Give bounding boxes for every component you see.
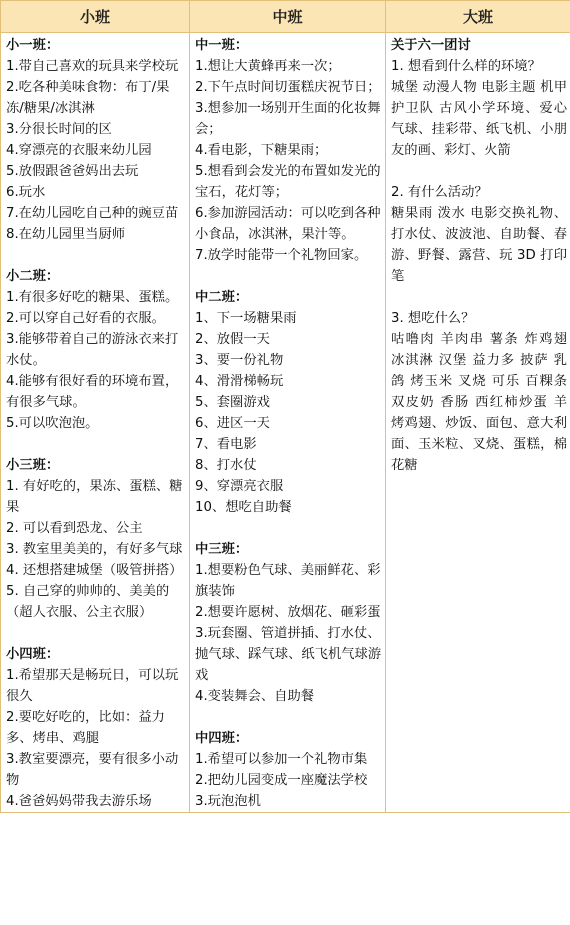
da-answer: 咕噜肉 羊肉串 薯条 炸鸡翅 冰淇淋 汉堡 益力多 披萨 乳鸽 烤玉米 叉烧 可乐 百粿条 双皮奶 香肠 西红柿炒蛋 羊 烤鸡翅、炒饭、面包、意大利面、玉米粒、叉烧、蛋糕，棉花糖 (391, 332, 567, 473)
xiao-section-3 (6, 455, 186, 623)
list-item: 4.能够有很好看的环境布置，有很多气球。 (6, 374, 179, 410)
header-xiao: 小班 (1, 1, 190, 33)
list-item: 5.想看到会发光的布置如发光的宝石，花灯等； (195, 164, 381, 200)
list-item: 4.爸爸妈妈带我去游乐场 (6, 794, 152, 809)
header-row (1, 1, 570, 33)
xiao-section-2 (6, 266, 186, 434)
list-item: 4.变装舞会、自助餐 (195, 689, 315, 704)
list-item: 1.有很多好吃的糖果、蛋糕。 (6, 290, 179, 305)
list-item: 3.想参加一场别开生面的化妆舞会； (195, 101, 381, 137)
da-question-block (391, 308, 567, 476)
list-item: 1.希望那天是畅玩日，可以玩很久 (6, 668, 179, 704)
list-item: 1.带自己喜欢的玩具来学校玩 (6, 59, 179, 74)
list-item: 8、打水仗 (195, 458, 257, 473)
list-item: 2.下午点时间切蛋糕庆祝节日； (195, 80, 381, 95)
da-title: 关于六一团讨 (391, 38, 471, 53)
list-item: 3.玩套圈、管道拼插、打水仗、抛气球、踩气球、纸飞机气球游戏 (195, 626, 382, 683)
list-item: 5. 自己穿的帅帅的、美美的（超人衣服、公主衣服） (6, 584, 170, 620)
list-item: 2.把幼儿园变成一座魔法学校 (195, 773, 368, 788)
list-item: 3. 教室里美美的，有好多气球 (6, 542, 183, 557)
list-item: 2.想要许愿树、放烟花、砸彩蛋 (195, 605, 381, 620)
zhong-section-3 (195, 539, 382, 707)
header-da: 大班 (386, 1, 570, 33)
list-item: 3.能够带着自己的游泳衣来打水仗。 (6, 332, 179, 368)
column-zhong (190, 33, 386, 813)
list-item: 6.玩水 (6, 185, 46, 200)
da-answer: 糖果雨 泼水 电影交换礼物、打水仗、波波池、自助餐、春游、野餐、露营、玩 3D 打印笔 (391, 206, 567, 284)
list-item: 2.吃各种美味食物：布丁/果冻/糖果/冰淇淋 (6, 80, 170, 116)
list-item: 6.参加游园活动：可以吃到各种小食品，冰淇淋，果汁等。 (195, 206, 381, 242)
xiao-section-title: 小四班： (6, 647, 60, 662)
list-item: 2.可以穿自己好看的衣服。 (6, 311, 165, 326)
list-item: 1.想要粉色气球、美丽鲜花、彩旗装饰 (195, 563, 381, 599)
list-item: 3.教室要漂亮，要有很多小动物 (6, 752, 179, 788)
list-item: 9、穿漂亮衣服 (195, 479, 284, 494)
xiao-section-4 (6, 644, 186, 812)
da-question: 1. 想看到什么样的环境？ (391, 59, 541, 74)
list-item: 2、放假一天 (195, 332, 270, 347)
list-item: 1.想让大黄蜂再来一次； (195, 59, 341, 74)
zhong-section-title: 中二班： (195, 290, 249, 305)
list-item: 4.看电影，下糖果雨； (195, 143, 328, 158)
list-item: 3.分很长时间的区 (6, 122, 112, 137)
zhong-section-title: 中一班： (195, 38, 249, 53)
column-da (386, 33, 570, 813)
da-question-block (391, 182, 567, 287)
header-zhong: 中班 (190, 1, 386, 33)
list-item: 4.穿漂亮的衣服来幼儿园 (6, 143, 152, 158)
xiao-section-title: 小二班： (6, 269, 60, 284)
list-item: 2.要吃好吃的，比如：益力多、烤串、鸡腿 (6, 710, 165, 746)
list-item: 6、进区一天 (195, 416, 270, 431)
zhong-section-title: 中四班： (195, 731, 249, 746)
list-item: 1. 有好吃的，果冻、蛋糕、糖果 (6, 479, 183, 515)
list-item: 7.在幼儿园吃自己种的豌豆苗 (6, 206, 179, 221)
list-item: 7.放学时能带一个礼物回家。 (195, 248, 368, 263)
list-item: 7、看电影 (195, 437, 257, 452)
column-xiao (1, 33, 190, 813)
list-item: 3.玩泡泡机 (195, 794, 261, 809)
list-item: 5、套圈游戏 (195, 395, 270, 410)
xiao-section-1 (6, 35, 186, 245)
list-item: 4、滑滑梯畅玩 (195, 374, 284, 389)
zhong-section-title: 中三班： (195, 542, 249, 557)
da-answer: 城堡 动漫人物 电影主题 机甲护卫队 古风小学环境、爱心气球、挂彩带、纸飞机、小朋友的画、彩灯、火箭 (391, 80, 567, 158)
da-question: 3. 想吃什么？ (391, 311, 475, 326)
list-item: 2. 可以看到恐龙、公主 (6, 521, 143, 536)
list-item: 1.希望可以参加一个礼物市集 (195, 752, 368, 767)
list-item: 5.放假跟爸爸妈出去玩 (6, 164, 139, 179)
list-item: 8.在幼儿园里当厨师 (6, 227, 126, 242)
list-item: 10、想吃自助餐 (195, 500, 292, 515)
da-question-block (391, 56, 567, 161)
da-question: 2. 有什么活动？ (391, 185, 488, 200)
list-item: 4. 还想搭建城堡（吸管拼搭） (6, 563, 183, 578)
list-item: 3、要一份礼物 (195, 353, 284, 368)
xiao-section-title: 小三班： (6, 458, 60, 473)
zhong-section-4 (195, 728, 382, 812)
xiao-section-title: 小一班： (6, 38, 60, 53)
content-row (1, 33, 570, 813)
zhong-section-1 (195, 35, 382, 266)
list-item: 5.可以吹泡泡。 (6, 416, 99, 431)
zhong-section-2 (195, 287, 382, 518)
list-item: 1、下一场糖果雨 (195, 311, 297, 326)
